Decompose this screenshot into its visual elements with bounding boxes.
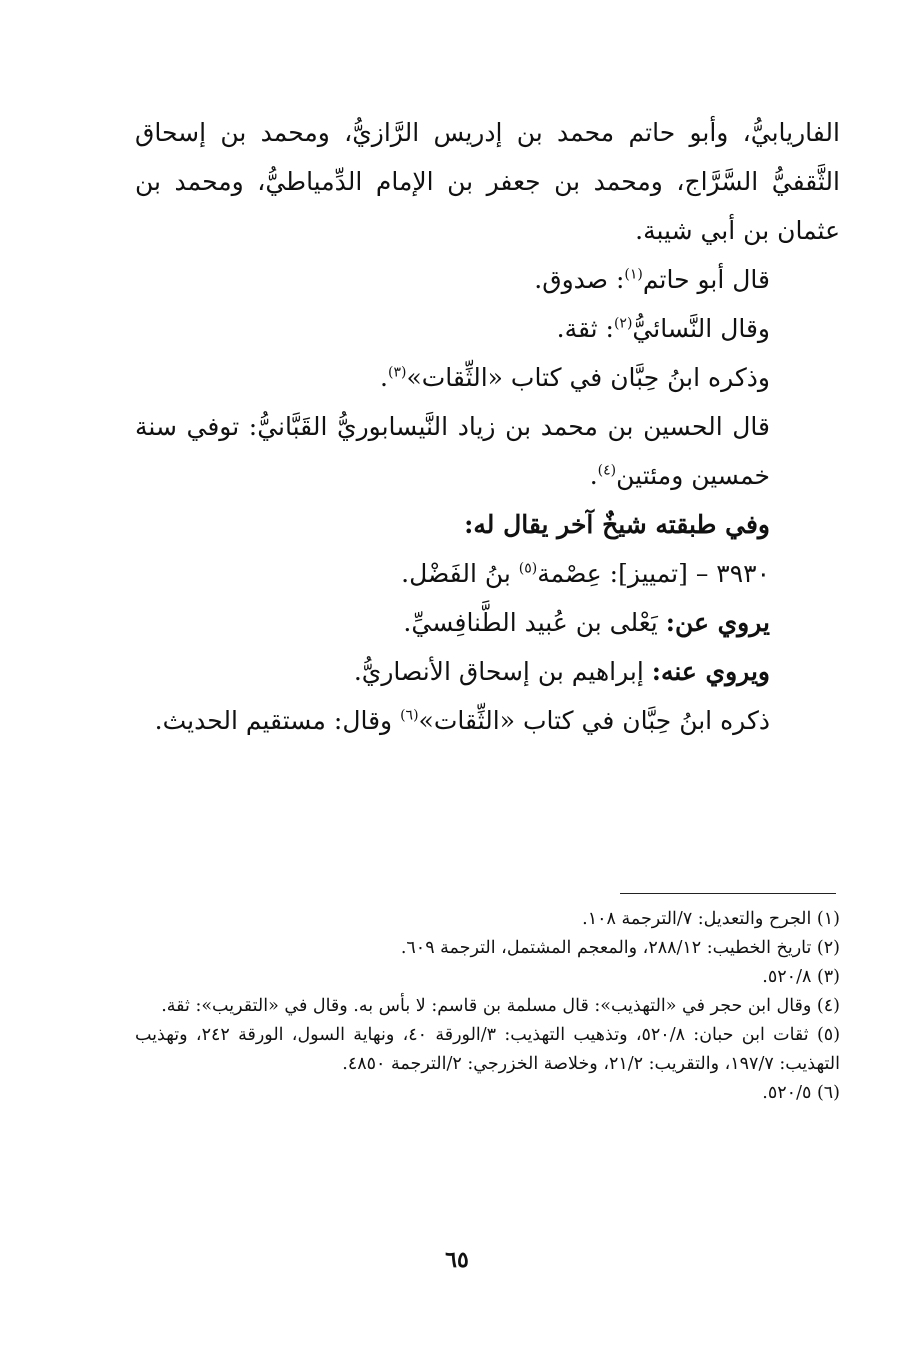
abu-hatim-verdict: : صدوق.: [534, 265, 625, 294]
final-text: ذكره ابنُ حِبَّان في كتاب «الثِّقات»: [418, 706, 770, 735]
death-end: .: [589, 461, 598, 490]
paragraph-death-date: [135, 402, 840, 500]
another-sheikh-heading: وفي طبقته شيخٌ آخر يقال له:: [464, 510, 770, 539]
abu-hatim-text: قال أبو حاتم: [642, 265, 770, 294]
final-paragraph: [135, 696, 840, 745]
ibn-hibban-end: .: [380, 363, 388, 392]
narrates-from-label: يروي عن:: [665, 608, 770, 637]
footnote-6: (٦) ٥٢٠/٥.: [762, 1083, 840, 1103]
narrated-by-line: [135, 647, 840, 696]
page-number: ٦٥: [445, 1247, 469, 1273]
entry-name: بنُ الفَضْل.: [401, 559, 519, 588]
footnote-ref-1[interactable]: (١): [624, 266, 643, 283]
footnote-1: (١) الجرح والتعديل: ٧/الترجمة ١٠٨.: [582, 909, 840, 929]
footnote-5: (٥) ثقات ابن حبان: ٥٢٠/٨، وتذهيب التهذيب: ٣/الورقة ٤٠، ونهاية السول، الورقة ٢٤٢، وتهذيب التهذيب: ١٩٧/٧، والتقريب: ٢١/٢، وخلاصة الخزرجي: ٢/الترجمة ٤٨٥٠.: [135, 1025, 841, 1074]
narrates-from-line: [135, 598, 840, 647]
footnote-3: (٣) ٥٢٠/٨.: [762, 967, 840, 987]
narrated-by-value: إبراهيم بن إسحاق الأنصاريُّ.: [353, 657, 652, 686]
footnotes: [135, 905, 840, 1108]
main-text: [135, 108, 840, 745]
narrates-from-value: يَعْلى بن عُبيد الطَّنافِسيِّ.: [403, 608, 666, 637]
nasai-verdict: : ثقة.: [556, 314, 614, 343]
footnote-ref-3[interactable]: (٣): [388, 364, 407, 381]
ibn-hibban-text: وذكره ابنُ حِبَّان في كتاب «الثِّقات»: [406, 363, 770, 392]
footnote-ref-4[interactable]: (٤): [597, 462, 617, 479]
paragraph-abu-hatim: [135, 255, 840, 304]
entry-heading: [135, 549, 840, 598]
nasai-text: وقال النَّسائيُّ: [632, 314, 770, 343]
paragraph-nasai: [135, 304, 840, 353]
entry-number: ٣٩٣٠ – [تمييز]: عِصْمة: [537, 559, 770, 588]
footnote-separator: [620, 893, 836, 894]
final-end: وقال: مستقيم الحديث.: [154, 706, 401, 735]
narrated-by-label: ويروي عنه:: [651, 657, 770, 686]
footnote-ref-6[interactable]: (٦): [400, 707, 419, 724]
footnote-4: (٤) وقال ابن حجر في «التهذيب»: قال مسلمة بن قاسم: لا بأس به. وقال في «التقريب»: ثقة.: [161, 996, 840, 1016]
footnote-2: (٢) تاريخ الخطيب: ٢٨٨/١٢، والمعجم المشتمل، الترجمة ٦٠٩.: [400, 938, 840, 958]
paragraph-ibn-hibban: [135, 353, 840, 402]
paragraph-narrators: الفاريابيُّ، وأبو حاتم محمد بن إدريس الرَّازيُّ، ومحمد بن إسحاق الثَّقفيُّ السَّرَّاج، ومحمد بن جعفر بن الإمام الدِّمياطيُّ، ومحمد بن عثمان بن أبي شيبة.: [135, 118, 840, 245]
footnote-ref-5[interactable]: (٥): [518, 560, 538, 577]
death-text: قال الحسين بن محمد بن زياد النَّيسابوريُّ القَبَّانيُّ: توفي سنة خمسين ومئتين: [135, 412, 771, 490]
footnote-ref-2[interactable]: (٢): [613, 315, 633, 332]
